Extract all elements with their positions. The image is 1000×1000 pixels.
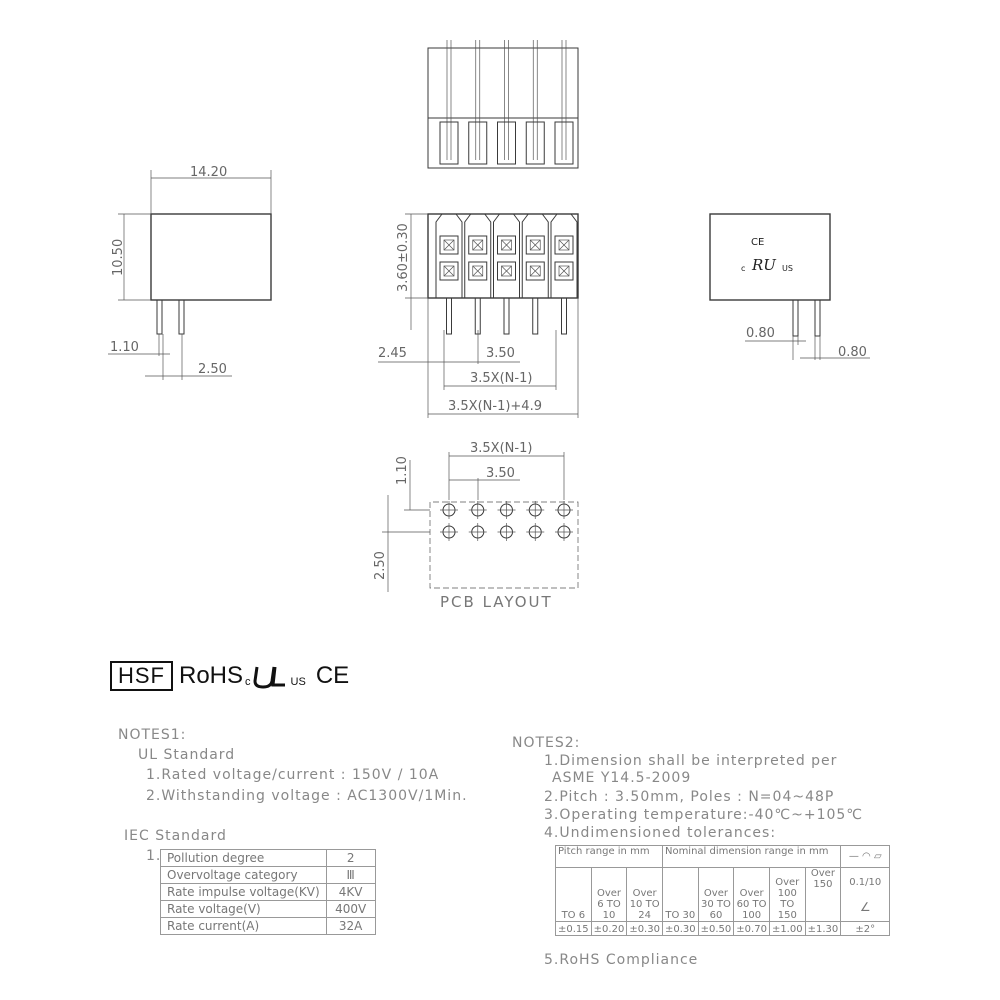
tol-value: ±0.70 (734, 922, 770, 936)
ul-logo-icon (251, 661, 291, 691)
c-mark: c (741, 264, 746, 273)
iec-label: Rate current(A) (161, 918, 327, 935)
front-rib (465, 214, 491, 298)
top-cavity (469, 122, 487, 164)
iec-value: 32A (326, 918, 375, 935)
dim-pcb-row: 2.50 (373, 551, 388, 580)
tol-col: Over 6 TO 10 (591, 868, 627, 922)
top-cavity (440, 122, 458, 164)
notes2-item2: 2.Pitch : 3.50mm, Poles : N=04~48P (544, 789, 835, 805)
dim-pitch: 3.50 (486, 346, 515, 361)
top-cavity (526, 122, 544, 164)
tol-value: ±0.20 (591, 922, 627, 936)
dim-overall: 3.5X(N-1)+4.9 (448, 399, 542, 414)
tol-value: ±0.15 (556, 922, 592, 936)
ul-us-logo: US (290, 676, 306, 688)
angle-sym-icon: ∠ (859, 899, 871, 914)
tol-sym: 0.1/10 (849, 876, 882, 888)
rohs-logo: RoHS (179, 662, 244, 689)
notes2-item1a: 1.Dimension shall be interpreted per (544, 753, 838, 769)
front-pin (562, 298, 567, 334)
front-rib (551, 214, 577, 298)
front-rib (494, 214, 520, 298)
ce-logo: CE (315, 662, 350, 689)
tol-value: ±1.30 (805, 922, 841, 936)
notes2-item3: 3.Operating temperature:-40℃~+105℃ (544, 807, 864, 823)
iec-label: Overvoltage category (161, 867, 327, 884)
front-view (378, 214, 578, 418)
tol-sym-cell (841, 868, 890, 922)
dim-edge: 2.45 (378, 346, 407, 361)
left-side-view (108, 165, 271, 380)
tol-col: Over 10 TO 24 (627, 868, 663, 922)
tol-angle: ±2° (841, 922, 890, 936)
tol-value: ±0.30 (627, 922, 663, 936)
dim-width: 14.20 (190, 165, 228, 180)
iec-value: 4KV (326, 884, 375, 901)
notes2-item5: 5.RoHS Compliance (544, 952, 699, 968)
notes1-item1: 1.Rated voltage/current : 150V / 10A (146, 767, 440, 783)
tol-col: TO 6 (556, 868, 592, 922)
us-mark: US (782, 264, 793, 273)
notes1-title: NOTES1: (118, 727, 187, 743)
top-view (428, 40, 578, 168)
notes1-ul-standard: UL Standard (138, 747, 236, 763)
ul-c-logo: c (245, 676, 251, 688)
tol-value: ±0.50 (698, 922, 734, 936)
tol-col: Over 60 TO 100 (734, 868, 770, 922)
notes1-item2: 2.Withstanding voltage : AC1300V/1Min. (146, 788, 468, 804)
front-pin (504, 298, 509, 334)
iec-label: Rate impulse voltage(KV) (161, 884, 327, 901)
tol-col: Over 100 TO 150 (769, 868, 805, 922)
geometry-symbols-icon: — ◠ ▱ (841, 846, 890, 868)
dim-height-top: 3.60±0.30 (396, 223, 411, 292)
iec-value: 2 (326, 850, 375, 867)
dim-pin-spacing: 2.50 (198, 362, 227, 377)
tolerance-table (555, 845, 890, 936)
tol-col: TO 30 (662, 868, 698, 922)
dim-height: 10.50 (111, 238, 126, 276)
front-pin (475, 298, 480, 334)
hsf-logo: HSF (110, 661, 173, 691)
front-pin (447, 298, 452, 334)
tol-col: Over 30 TO 60 (698, 868, 734, 922)
pcb-layout-label: PCB LAYOUT (440, 593, 553, 611)
iec-value: Ⅲ (326, 867, 375, 884)
notes2-title: NOTES2: (512, 735, 581, 751)
front-pin (533, 298, 538, 334)
ce-mark: CE (751, 237, 765, 248)
dim-pin-offset: 1.10 (110, 340, 139, 355)
pcb-layout (373, 441, 578, 611)
dim-pcb-pitch: 3.50 (486, 466, 515, 481)
tol-value: ±0.30 (662, 922, 698, 936)
certification-logos (110, 660, 349, 692)
iec-value: 400V (326, 901, 375, 918)
tol-col: Over 150 (805, 868, 841, 922)
dim-pcb-pitch-total: 3.5X(N-1) (470, 441, 533, 456)
iec-label: Pollution degree (161, 850, 327, 867)
dim-pin-width-a: 0.80 (746, 326, 775, 341)
dim-pcb-offset: 1.10 (395, 456, 410, 485)
notes2-item1b: ASME Y14.5-2009 (552, 770, 692, 786)
dim-pitch-total: 3.5X(N-1) (470, 371, 533, 386)
front-rib (436, 214, 462, 298)
notes1-iec-standard: IEC Standard (124, 828, 227, 844)
top-cavity (555, 122, 573, 164)
right-side-view (710, 214, 870, 360)
dim-pin-width-b: 0.80 (838, 345, 867, 360)
ul-mark: RU (752, 256, 776, 274)
iec-table (160, 849, 376, 935)
front-rib (522, 214, 548, 298)
pitch-header: Pitch range in mm (556, 846, 663, 868)
notes2-item4: 4.Undimensioned tolerances: (544, 825, 777, 841)
top-cavity (498, 122, 516, 164)
tol-value: ±1.00 (769, 922, 805, 936)
iec-label: Rate voltage(V) (161, 901, 327, 918)
nominal-header: Nominal dimension range in mm (662, 846, 840, 868)
notes1-iec-num: 1. (146, 848, 162, 864)
